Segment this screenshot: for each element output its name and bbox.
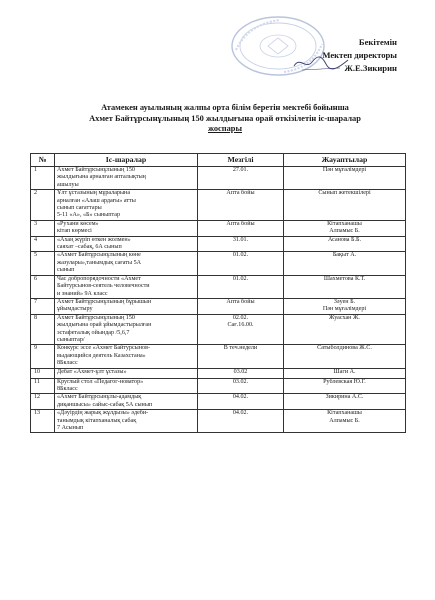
date-cell xyxy=(198,275,284,298)
responsible-cell-text: Шахметова К.Т. xyxy=(323,275,366,282)
table-row xyxy=(31,368,406,378)
table-row xyxy=(31,167,406,190)
row-number-text: 6 xyxy=(34,275,38,282)
date-cell-text: 03.02 xyxy=(233,368,248,375)
responsible-cell-text: Пән мұғалімдері xyxy=(322,167,367,173)
events-plan-table xyxy=(30,153,406,433)
event-cell xyxy=(55,220,198,236)
row-number-text: 13 xyxy=(34,410,41,417)
responsible-cell-text: Зикирина А.С. xyxy=(325,394,364,401)
event-cell-text: «Ахаң жүріп өткен жолмен» саяхат –сабақ, 6А сынып xyxy=(57,236,131,251)
header-number: № xyxy=(31,154,55,167)
event-cell xyxy=(55,190,198,221)
header-date: Мезгілі xyxy=(198,154,284,167)
row-number xyxy=(31,368,55,378)
responsible-cell-text: Шаги А. xyxy=(333,368,356,375)
responsible-cell xyxy=(284,298,406,314)
title-line-3: жоспары xyxy=(208,124,242,133)
event-cell xyxy=(55,252,198,275)
event-cell xyxy=(55,236,198,252)
table-row xyxy=(31,345,406,368)
event-cell xyxy=(55,167,198,190)
row-number xyxy=(31,220,55,236)
row-number xyxy=(31,378,55,394)
date-cell xyxy=(198,167,284,190)
date-cell-text: Апта бойы xyxy=(226,220,255,227)
responsible-cell-text: Жуасхан Ж. xyxy=(329,314,360,321)
responsible-cell xyxy=(284,345,406,368)
approval-block xyxy=(257,36,397,75)
date-cell-text: 27.01. xyxy=(232,167,249,173)
event-cell xyxy=(55,378,198,394)
row-number-text: 10 xyxy=(34,368,41,375)
responsible-cell-text: Кітапханашы Алпамыс Б. xyxy=(327,410,362,424)
responsible-cell-text: Бақыт А. xyxy=(332,252,357,259)
event-cell-text: Ұлт ұстазының мұраларына арналған «Алаш ардағы» атты сынып сағаттары 5-11 «А», «Б» сыныптар xyxy=(57,190,136,219)
event-cell xyxy=(55,275,198,298)
event-cell-text: «Рухани көсем» кітап көрмесі xyxy=(57,220,99,235)
table-body xyxy=(31,167,406,433)
event-cell xyxy=(55,345,198,368)
title-line-2: Ахмет Байтұрсынұлының 150 жылдығына орай өткізілетін іс-шаралар xyxy=(89,113,361,123)
row-number xyxy=(31,314,55,345)
row-number-text: 11 xyxy=(34,378,40,385)
responsible-cell xyxy=(284,220,406,236)
date-cell xyxy=(198,410,284,433)
date-cell-text: Апта бойы xyxy=(226,190,255,197)
responsible-cell xyxy=(284,252,406,275)
event-cell-text: Ахмет Байтұрсынұлының 150 жылдығына орай ұйымдастырылған эстафеталық ойындар /5,6,7 сыныптар/ xyxy=(57,314,152,343)
date-cell-text: 04.02. xyxy=(232,410,249,417)
date-cell-text: 01.02. xyxy=(232,252,249,259)
table-row xyxy=(31,252,406,275)
responsible-cell xyxy=(284,368,406,378)
event-cell xyxy=(55,298,198,314)
date-cell-text: В теч.недели xyxy=(223,345,258,352)
table-row xyxy=(31,298,406,314)
responsible-cell-text: Зәуен Б. Пән мұғалімдері xyxy=(322,298,367,313)
title-line-1: Атамекен ауылының жалпы орта білім беретін мектебі бойынша xyxy=(101,103,349,112)
date-cell-text: 01.02. xyxy=(232,275,249,282)
row-number xyxy=(31,252,55,275)
responsible-cell-text: Сатыболдинова Ж.С. xyxy=(317,345,372,352)
date-cell xyxy=(198,378,284,394)
event-cell-text: Ахмет Байтұрсынұлының 150 жылдығына арналған апталықтың ашылуы xyxy=(57,167,146,188)
row-number-text: 5 xyxy=(34,252,38,259)
row-number-text: 1 xyxy=(34,167,38,173)
row-number-text: 9 xyxy=(34,345,38,352)
row-number xyxy=(31,275,55,298)
table-row xyxy=(31,220,406,236)
responsible-cell xyxy=(284,410,406,433)
responsible-cell xyxy=(284,314,406,345)
approval-director-name: Ж.Е.Зикирин xyxy=(344,63,397,73)
table-row xyxy=(31,378,406,394)
responsible-cell xyxy=(284,167,406,190)
event-cell-text: Круглый стол «Педагог-новатор» 8Бкласс xyxy=(57,378,144,392)
date-cell xyxy=(198,394,284,410)
event-cell-text: Час добропорядочности «Ахмет Байтурсынов-сеятель человечности и знаний» 9А класс xyxy=(57,275,150,297)
table-header-row xyxy=(31,154,406,167)
table-row xyxy=(31,236,406,252)
responsible-cell xyxy=(284,378,406,394)
date-cell-text: 03.02. xyxy=(232,378,249,385)
row-number xyxy=(31,345,55,368)
header-responsible: Жауаптылар xyxy=(284,154,406,167)
responsible-cell xyxy=(284,394,406,410)
responsible-cell xyxy=(284,275,406,298)
table-row xyxy=(31,410,406,433)
date-cell-text: 02.02. Сағ.16.00. xyxy=(227,314,254,329)
date-cell-text: 04.02. xyxy=(232,394,249,401)
approval-heading: Бекітемін xyxy=(358,37,397,47)
date-cell-text: 31.01. xyxy=(232,236,249,243)
event-cell-text: «Ахмет Байтұрсынұлы-адамдық диқаншысы» сайыс-сабақ 5А сынып xyxy=(57,394,153,408)
table-row xyxy=(31,275,406,298)
row-number xyxy=(31,394,55,410)
responsible-cell xyxy=(284,190,406,221)
row-number-text: 8 xyxy=(34,314,38,321)
responsible-cell-text: Асанова Б.Б. xyxy=(327,236,362,243)
table-row xyxy=(31,190,406,221)
event-cell xyxy=(55,394,198,410)
document-title xyxy=(40,103,410,135)
table-row xyxy=(31,314,406,345)
event-cell xyxy=(55,410,198,433)
row-number xyxy=(31,190,55,221)
date-cell-text: Апта бойы xyxy=(226,298,255,305)
table-row xyxy=(31,394,406,410)
date-cell xyxy=(198,298,284,314)
date-cell xyxy=(198,314,284,345)
date-cell xyxy=(198,345,284,368)
event-cell-text: «Дәуірдің жарық жұлдызы» әдеби- танымдық кітапханалық сабақ 7 Асынып xyxy=(57,410,149,431)
event-cell-text: Ахмет Байтұрсынұлының бұрышын ұйымдастыру xyxy=(57,298,152,313)
responsible-cell xyxy=(284,236,406,252)
row-number-text: 3 xyxy=(34,220,38,227)
row-number-text: 7 xyxy=(34,298,38,305)
row-number xyxy=(31,410,55,433)
date-cell xyxy=(198,220,284,236)
row-number xyxy=(31,236,55,252)
event-cell-text: Конкурс эссе «Ахмет Байтурсынов- выдающийся деятель Казахстана» 8Бкласс xyxy=(57,345,150,367)
event-cell xyxy=(55,314,198,345)
approval-position: Мектеп директоры xyxy=(322,50,397,60)
event-cell-text: Дебат «Ахмет-ұлт ұстазы» xyxy=(57,368,127,375)
event-cell-text: «Ахмет Байтұрсынұлының көне жазулары»,танымдық сағаты 5А сынып xyxy=(57,252,142,274)
responsible-cell-text: Рублевская Ю.Г. xyxy=(323,378,366,385)
row-number-text: 4 xyxy=(34,236,38,243)
responsible-cell-text: Кітапханашы Алпамыс Б. xyxy=(327,220,362,235)
row-number xyxy=(31,298,55,314)
header-events: Іс-шаралар xyxy=(55,154,198,167)
row-number xyxy=(31,167,55,190)
row-number-text: 12 xyxy=(34,394,41,401)
date-cell xyxy=(198,368,284,378)
row-number-text: 2 xyxy=(34,190,38,197)
date-cell xyxy=(198,236,284,252)
date-cell xyxy=(198,252,284,275)
responsible-cell-text: Сынып жетекшілері xyxy=(318,190,371,197)
date-cell xyxy=(198,190,284,221)
event-cell xyxy=(55,368,198,378)
